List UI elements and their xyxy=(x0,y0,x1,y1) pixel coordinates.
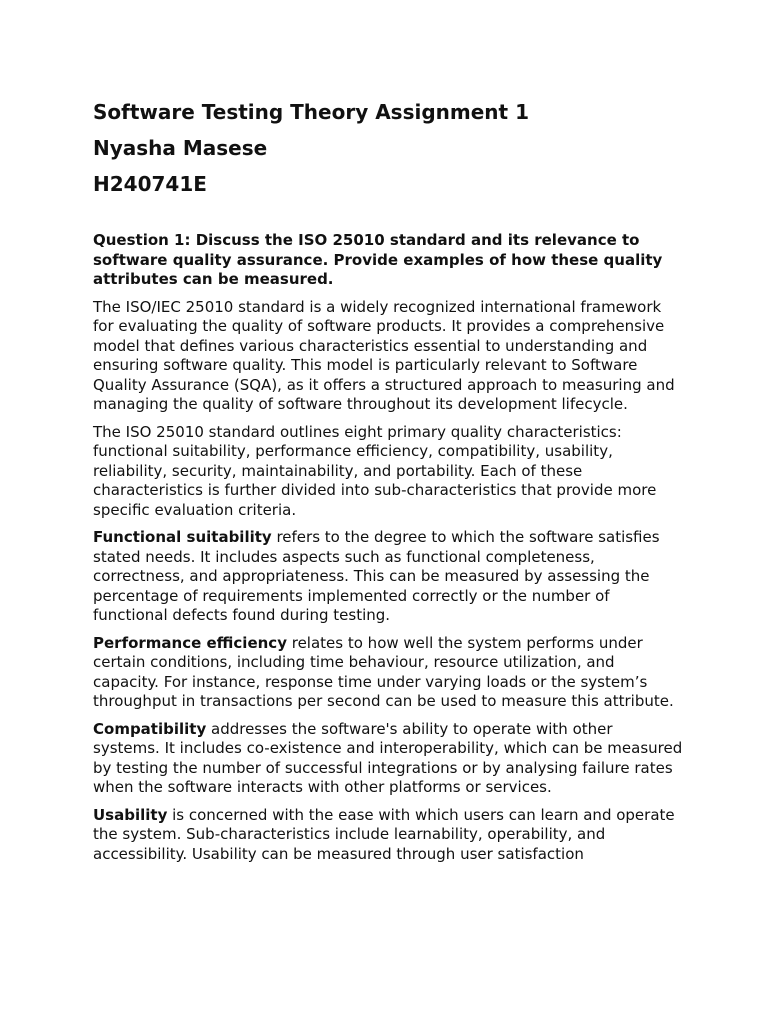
paragraph-text: The ISO/IEC 25010 standard is a widely recognized international framework for evaluating the quality of software products. It provides a comprehensive model that defines various characteristics essential to understanding and ensuring software quality. This model is particularly relevant to Software Quality Assurance (SQA), as it offers a structured approach to measuring and managing the quality of software throughout its development lifecycle. xyxy=(93,297,675,414)
student-id: H240741E xyxy=(93,172,207,196)
paragraph-text: The ISO 25010 standard outlines eight primary quality characteristics: functional suitability, performance efficiency, compatibility, usability, reliability, security, maintainability, and portability. Each of these characteristics is further divided into sub-characteristics that provide more specific evaluation criteria. xyxy=(93,422,657,519)
paragraph xyxy=(93,528,683,626)
document-page xyxy=(93,94,683,864)
paragraph-lead: Performance efficiency xyxy=(93,633,287,652)
document-title: Software Testing Theory Assignment 1 xyxy=(93,100,529,124)
paragraph-text: is concerned with the ease with which users can learn and operate the system. Sub-characteristics include learnability, operability, and accessibility. Usability can be measured through user satisfaction xyxy=(93,805,675,863)
paragraph-lead: Functional suitability xyxy=(93,528,272,547)
paragraph-lead: Usability xyxy=(93,805,168,824)
paragraph xyxy=(93,634,683,712)
paragraph xyxy=(93,423,683,521)
paragraph xyxy=(93,720,683,798)
paragraph xyxy=(93,298,683,415)
paragraph-lead: Compatibility xyxy=(93,719,207,738)
paragraph-text: addresses the software's ability to operate with other systems. It includes co-existence and interoperability, which can be measured by testing the number of successful integrations or by analysing failure rates when the software interacts with other platforms or services. xyxy=(93,719,683,797)
question-heading: Question 1: Discuss the ISO 25010 standard and its relevance to software quality assurance. Provide examples of how these quality attributes can be measured. xyxy=(93,231,663,289)
answer-body xyxy=(93,298,683,865)
author-name: Nyasha Masese xyxy=(93,136,268,160)
paragraph-text: refers to the degree to which the software satisfies stated needs. It includes aspects such as functional completeness, correctness, and appropriateness. This can be measured by assessing the percentage of requirements implemented correctly or the number of functional defects found during testing. xyxy=(93,528,660,625)
paragraph-text: relates to how well the system performs under certain conditions, including time behaviour, resource utilization, and capacity. For instance, response time under varying loads or the system’s throughput in transactions per second can be used to measure this attribute. xyxy=(93,633,674,711)
paragraph xyxy=(93,806,683,865)
